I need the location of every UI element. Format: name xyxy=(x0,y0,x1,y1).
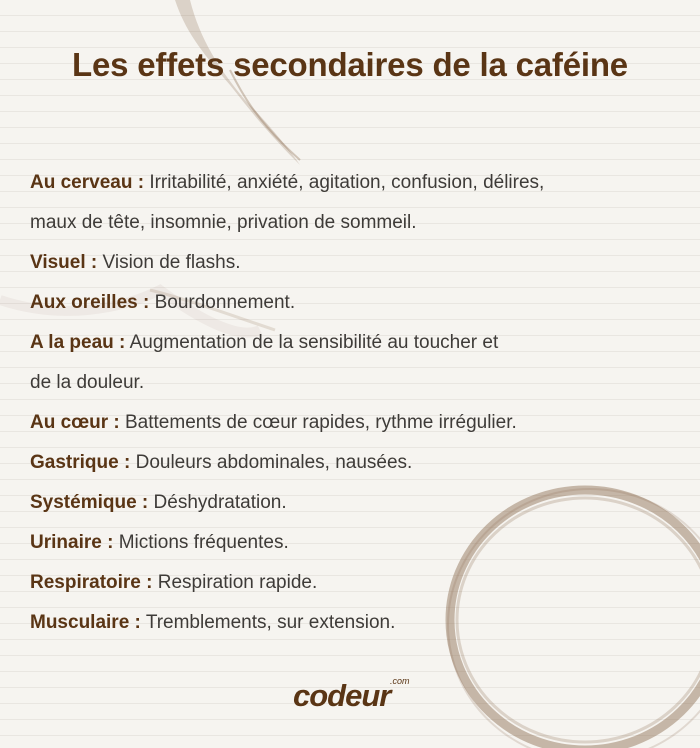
list-item xyxy=(30,523,690,563)
list-item xyxy=(30,243,690,283)
item-label: A la peau : xyxy=(30,332,126,353)
item-text: Douleurs abdominales, nausées. xyxy=(135,452,413,473)
item-text: Tremblements, sur extension. xyxy=(145,612,396,633)
list-item xyxy=(30,163,690,243)
list-item xyxy=(30,563,690,603)
list-item xyxy=(30,403,690,443)
logo-brand: codeur xyxy=(293,678,391,713)
item-text-continued: de la douleur. xyxy=(30,372,145,393)
item-label: Visuel : xyxy=(30,252,98,273)
item-label: Au cœur : xyxy=(30,412,120,433)
item-text: Augmentation de la sensibilité au toucher et xyxy=(129,332,499,353)
item-label: Systémique : xyxy=(30,492,149,513)
list-item xyxy=(30,483,690,523)
list-item xyxy=(30,323,690,403)
list-item xyxy=(30,283,690,323)
item-text: Bourdonnement. xyxy=(154,292,296,313)
page-title: Les effets secondaires de la caféine xyxy=(72,46,628,83)
item-label: Au cerveau : xyxy=(30,172,145,193)
item-label: Musculaire : xyxy=(30,612,141,633)
item-text: Déshydratation. xyxy=(153,492,287,513)
codeur-logo xyxy=(293,676,413,720)
item-text: Irritabilité, anxiété, agitation, confusion, délires, xyxy=(149,172,545,193)
item-text: Mictions fréquentes. xyxy=(118,532,289,553)
list-item xyxy=(30,443,690,483)
item-text: Battements de cœur rapides, rythme irrégulier. xyxy=(125,412,517,433)
item-text: Respiration rapide. xyxy=(157,572,318,593)
logo-tld: .com xyxy=(390,676,410,686)
side-effects-list xyxy=(30,163,690,643)
item-text-continued: maux de tête, insomnie, privation de sommeil. xyxy=(30,212,417,233)
item-label: Respiratoire : xyxy=(30,572,153,593)
item-label: Urinaire : xyxy=(30,532,114,553)
item-text: Vision de flashs. xyxy=(102,252,241,273)
list-item xyxy=(30,603,690,643)
item-label: Aux oreilles : xyxy=(30,292,150,313)
item-label: Gastrique : xyxy=(30,452,131,473)
